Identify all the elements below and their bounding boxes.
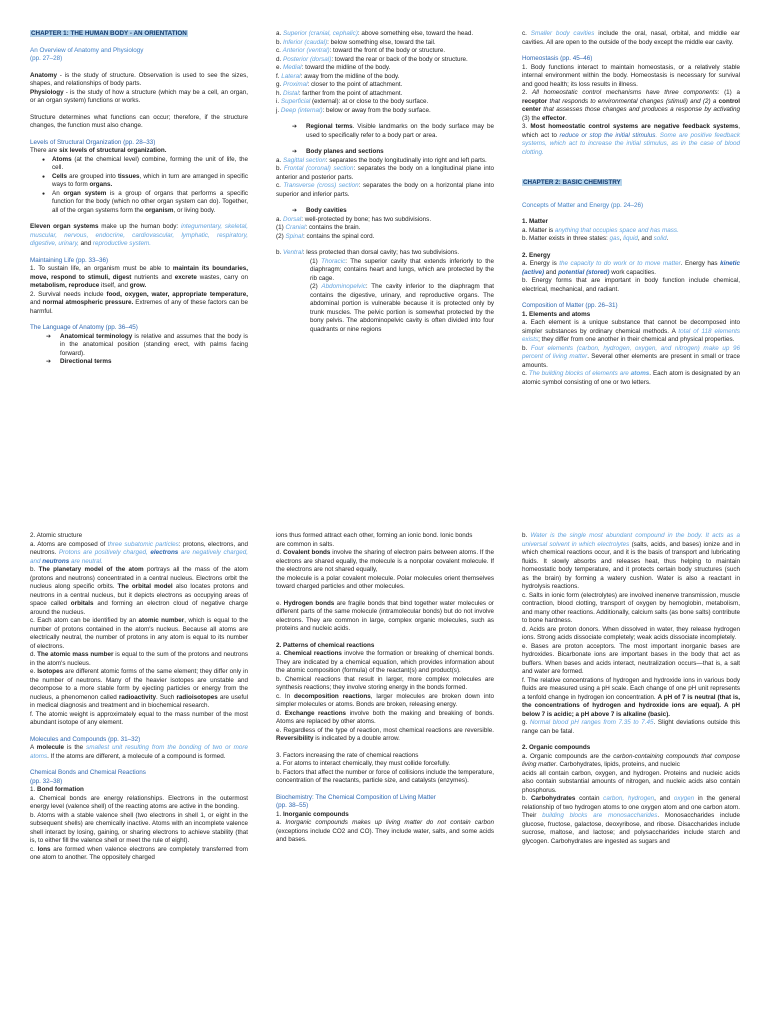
directional-terms-list (276, 30, 494, 115)
list-item: c. Anterior (ventral): toward the front of the body or structure. (276, 47, 446, 54)
homeostasis-item-2: 2. All homeostatic control mechanisms have three components: (1) a receptor that responds to environmental changes (stimuli) and (2) a control center that assesses those changes and produces a response by activating (3) the effector. (522, 89, 740, 122)
levels-heading: Levels of Structural Organization (pp. 28–33) (30, 138, 156, 146)
composition-heading: Composition of Matter (pp. 26–31) (522, 302, 618, 309)
page2-column-3 (522, 532, 740, 846)
list-item: ➔ Body planes and sections (306, 148, 494, 157)
elements-heading: 1. Elements and atoms (522, 310, 591, 318)
list-item: a. Superior (cranial, cephalic): above something else, toward the head. (276, 30, 474, 37)
atomic-item-c: c. Each atom can be identified by an atomic number, which is equal to the number of protons contained in the atom's nucleus. Because all atoms are electrically neutral, the number of protons in any atom is equal to its number of electrons. (30, 617, 248, 650)
list-item: c. Transverse (cross) section: separates the body on a horizontal plane into superior and inferior parts. (276, 182, 494, 198)
maintaining-item-2: 2. Survival needs include food, oxygen, water, appropriate temperature, and normal atmospheric pressure. Extremes of any of these factors can be harmful. (30, 290, 249, 315)
bond-item-b: b. Atoms with a stable valence shell (two electrons in shell 1, or eight in the subsequent shells) are chemically inactive. Atoms with an incomplete valence shell interact by losing, gaining, or sharing electrons to achieve stability (that is, to either fill the valence shell or meet the rule of eight). (30, 811, 248, 844)
water-paragraph: b. Water is the single most abundant compound in the body. It acts as a universal solvent in which electrolytes (salts, acids, and bases) ionize and in which chemical reactions occur, and it is the basis of transport and lubricating fluids. It slowly absorbs and releases heat, thus helping to maintain homeostatic body temperature, and it protects certain body structures (such as the brain) by forming a watery cushion. Water is also a reactant in hydrolysis reactions. (522, 532, 740, 590)
ionic-text-1: ions thus formed attract each other, forming an ionic bond. Ionic bonds (276, 532, 473, 539)
hydrogen-bonds-paragraph: e. Hydrogen bonds are fragile bonds that bind together water molecules or different parts of the same molecule (intramolecular bonds) but do not involve electrons. They are common in large, complex organic molecules, such as proteins and nucleic acids. (276, 599, 494, 632)
bases-paragraph: e. Bases are proton acceptors. The most important inorganic bases are hydroxides. Bicarbonate ions are important bases in the body that act as buffers. When bases and acids interact, neutralization occurs—that is, a salt and water are formed. (522, 642, 740, 675)
patterns-item-e: e. Regardless of the type of reaction, most chemical reactions are reversible. Reversibility is indicated by a double arrow. (276, 726, 494, 742)
list-item: (2) Spinal: contains the spinal cord. (276, 232, 375, 240)
ionic-text-2: are common in salts. (276, 540, 335, 548)
anatomy-definition: Anatomy - is the study of structure. Observation is used to see the sizes, shapes, and relationships of body parts. (30, 71, 248, 87)
matter-item-b: b. Matter exists in three states: gas, liquid, and solid. (522, 235, 669, 242)
organ-systems-paragraph: Eleven organ systems make up the human body: integumentary, skeletal, muscular, nervous, endocrine, cardiovascular, lymphatic, respiratory, digestive, urinary, and reproductive system. (30, 223, 248, 247)
levels-intro: There are six levels of structural organization. (30, 147, 167, 154)
language-list (30, 333, 248, 367)
chapter-1-title: CHAPTER 1: THE HUMAN BODY - AN ORIENTATION (31, 30, 187, 37)
atomic-structure-heading: 2. Atomic structure (30, 532, 83, 539)
matter-item-a: a. Matter is anything that occupies space and has mass. (522, 226, 679, 234)
list-item: (1) Thoracic: The superior cavity that extends inferiorly to the diaphragm; contains heart and lungs, which are protected by the rib cage. (310, 257, 495, 282)
bond-item-a: a. Chemical bonds are energy relationships. Electrons in the outermost energy level (valence shell) of the reacting atoms are active in the bonding. (30, 794, 248, 810)
overview-heading: An Overview of Anatomy and Physiology (pp. 27–28) (30, 46, 144, 62)
list-item: ➔ Body cavities (306, 207, 494, 216)
regional-terms-list (276, 123, 494, 140)
blood-ph-paragraph: g. Normal blood pH ranges from 7.35 to 7.45. Slight deviations outside this range can be fatal. (522, 719, 740, 735)
molecules-heading: Molecules and Compounds (pp. 31–32) (30, 735, 141, 743)
bond-formation-heading: 1. Bond formation (30, 786, 84, 793)
inorganic-item-a: a. Inorganic compounds makes up living matter do not contain carbon (exceptions include CO2 and CO). They include water, salts, and some acids and bases. (276, 819, 494, 843)
bonds-heading: Chemical Bonds and Chemical Reactions (pp. 32–38) (30, 769, 146, 785)
ph-paragraph: f. The relative concentrations of hydrogen and hydroxide ions in various body fluids are measured using a pH scale. Each change of one pH unit represents a tenfold change in hydrogen ion concentration. A pH of 7 is neutral (that is, the concentrations of hydrogen and hydroxide ions are equal). A pH below 7 is acidic; a pH above 7 is alkaline (basic). (522, 676, 740, 718)
elements-item-c: c. The building blocks of elements are atoms. Each atom is designated by an atomic symbol consisting of one or two letters. (522, 370, 740, 386)
cavities-list (276, 207, 494, 216)
homeostasis-item-3: 3. Most homeostatic control systems are negative feedback systems, which act to reduce or stop the initial stimulus. Some are positive feedback systems, which act to increase the initial stimulus, as in the case of blood clotting. (522, 123, 741, 156)
organic-heading: 2. Organic compounds (522, 744, 591, 751)
salts-paragraph: c. Salts in ionic form (electrolytes) are involved inenerve transmission, muscle contraction, blood clotting, transport of oxygen by hemoglobin, metabolism, and many other reactions. Additionally, calcium salts (as bone salts) contribute to bone hardness. (522, 591, 740, 624)
page-2 (0, 512, 768, 1024)
patterns-item-a: a. Chemical reactions involve the formation or breaking of chemical bonds. They are indicated by a chemical equation, which provides information about the atomic composition (formula) of the reactant(s) and product(s). (276, 650, 494, 674)
matter-heading: 1. Matter (522, 218, 548, 225)
chapter-2-title: CHAPTER 2: BASIC CHEMISTRY (523, 179, 621, 186)
molecules-paragraph: A molecule is the smallest unit resulting from the bonding of two or more atoms. If the atoms are different, a molecule of a compound is formed. (30, 744, 248, 760)
physiology-definition: Physiology - is the study of how a structure (which may be a cell, an organ, or an organ system) functions or works. (30, 88, 248, 104)
list-item: f. Lateral: away from the midline of the body. (276, 72, 400, 80)
list-item: ● Cells are grouped into tissues, which in turn are arranged in specific ways to form organs. (52, 173, 248, 190)
atomic-item-e: e. Isotopes are different atomic forms of the same element; they differ only in the number of neutrons. Many of the heavier isotopes are unstable and decompose to a more stable form by ejecting particles or energy from the nucleus, a phenomenon called radioactivity. Such radioisotopes are useful in medical diagnosis and treatment and in biochemical research. (30, 668, 248, 709)
page1-column-2 (276, 30, 494, 334)
atomic-item-a: a. Atoms are composed of three subatomic particles: protons, electrons, and neutrons. Protons are positively charged, electrons are negatively charged, and neutrons are neutral. (30, 540, 248, 565)
elements-item-b: b. Four elements (carbon, hydrogen, oxygen, and nitrogen) make up 96 percent of living matter. Several other elements are present in small or trace amounts. (522, 344, 740, 369)
planes-list (276, 148, 494, 157)
structure-paragraph: Structure determines what functions can occur; therefore, if the structure changes, the function must also change. (30, 113, 248, 129)
smaller-cavities-paragraph: c. Smaller body cavities include the oral, nasal, orbital, and middle ear cavities. All are open to the outside of the body except the middle ear cavity. (522, 30, 740, 46)
covalent-paragraph-2: the molecule is a polar covalent molecule. Polar molecules orient themselves toward charged particles and other molecules. (276, 574, 494, 590)
page1-column-1 (30, 30, 248, 375)
list-item: d. Posterior (dorsal): toward the rear or back of the body or structure. (276, 55, 468, 63)
biochemistry-heading: Biochemistry: The Chemical Composition of Living Matter (pp. 38–55) (276, 793, 436, 809)
list-item: a. Sagittal section: separates the body longitudinally into right and left parts. (276, 156, 487, 164)
page-1 (0, 0, 768, 500)
list-item: h. Distal: farther from the point of attachment. (276, 89, 403, 97)
patterns-heading: 2. Patterns of chemical reactions (276, 641, 375, 649)
page2-column-1 (30, 532, 248, 863)
list-item: i. Superficial (external): at or close to the body surface. (276, 98, 429, 105)
elements-item-a: a. Each element is a unique substance that cannot be decomposed into simpler substances by ordinary chemical methods. A total of 118 elements exists; they differ from one another in their chemical and physical properties. (522, 319, 740, 343)
list-item: a. Dorsal: well-protected by bone; has two subdivisions. (276, 215, 432, 223)
list-item: ➔ Regional terms. Visible landmarks on the body surface may be used to specifically refer to a body part or area. (306, 123, 494, 140)
maintaining-item-1: 1. To sustain life, an organism must be able to maintain its boundaries, move, respond to stimuli, digest nutrients and excrete wastes, carry on metabolism, reproduce itself, and grow. (30, 265, 248, 289)
patterns-item-d: d. Exchange reactions involve both the making and breaking of bonds. Atoms are replaced by other atoms. (276, 709, 494, 725)
list-item: j. Deep (internal): below or away from the body surface. (276, 106, 431, 114)
atomic-item-b: b. The planetary model of the atom portrays all the mass of the atom (protons and neutrons) concentrated in a central nucleus. Electrons orbit the nucleus along specific orbits. The orbital model also locates protons and neutrons in a central nucleus, but it depicts electrons as occupying areas of space called orbitals and forming an electron cloud of negative charge around the nucleus. (30, 566, 248, 616)
energy-item-a: a. Energy is the capacity to do work or to move matter. Energy has kinetic (active) and potential (stored) work capacities. (522, 260, 741, 276)
acids-paragraph: d. Acids are proton donors. When dissolved in water, they release hydrogen ions. Strong acids dissociate completely; weak acids dissociate incompletely. (522, 625, 740, 641)
organic-item-a: a. Organic compounds are the carbon-containing compounds that compose living matter. Carbohydrates, lipids, proteins, and nucleic (522, 752, 740, 768)
list-item: b. Ventral: less protected than dorsal cavity; has two subdivisions. (276, 249, 460, 256)
list-item: e. Medial: toward the midline of the body. (276, 64, 391, 71)
list-item: ● An organ system is a group of organs that performs a specific function for the body (which no other organ system can do). Together, all of the organ systems form the organism, or living body. (52, 190, 248, 216)
organic-item-a-cont: acids all contain carbon, oxygen, and hydrogen. Proteins and nucleic acids also contain substantial amounts of nitrogen, and nucleic acids also contain phosphorus. (522, 769, 740, 794)
list-item: ● Atoms (at the chemical level) combine, forming the unit of life, the cell. (52, 156, 248, 173)
list-item: ➔ Directional terms (60, 358, 248, 367)
rate-item-b: b. Factors that affect the number or force of collisions include the temperature, concentration of the reactants, particle size, and catalysts (enzymes). (276, 768, 494, 784)
list-item: b. Inferior (caudal): below something else, toward the tail. (276, 38, 436, 46)
covalent-paragraph: d. Covalent bonds involve the sharing of electron pairs between atoms. If the electrons are shared equally, the molecule is a nonpolar covalent molecule. If the electrons are not shared equally, (276, 549, 494, 573)
carbohydrates-paragraph: b. Carbohydrates contain carbon, hydrogen, and oxygen in the general relationship of two hydrogen atoms to one oxygen atom and one carbon atom. Their building blocks are monosaccharides. Monosaccharides include glucose, fructose, galactose, deoxyribose, and ribose. Disaccharides include sucrose, maltose, and lactose; and polysaccharides include starch and glycogen. Carbohydrates are ingested as sugars and (522, 795, 740, 845)
energy-item-b: b. Energy forms that are important in body function include chemical, electrical, mechanical, and radiant. (522, 277, 740, 293)
maintaining-life-heading: Maintaining Life (pp. 33–36) (30, 256, 109, 264)
energy-heading: 2. Energy (522, 251, 551, 259)
list-item: g. Proximal: closer to the point of attachment. (276, 81, 403, 88)
concepts-heading: Concepts of Matter and Energy (pp. 24–26) (522, 201, 644, 209)
planes-items (276, 157, 494, 200)
page2-column-2 (276, 532, 494, 845)
rate-heading: 3. Factors increasing the rate of chemical reactions (276, 751, 419, 759)
list-item: (1) Cranial: contains the brain. (276, 224, 361, 231)
bond-item-c: c. Ions are formed when valence electrons are completely transferred from one atom to another. The oppositely charged (30, 845, 248, 861)
rate-item-a: a. For atoms to interact chemically, they must collide forcefully. (276, 760, 451, 767)
homeostasis-heading: Homeostasis (pp. 45–46) (522, 55, 593, 62)
patterns-item-c: c. In decomposition reactions, larger molecules are broken down into simpler molecules or atoms. Bonds are broken, releasing energy. (276, 692, 494, 708)
homeostasis-item-1: 1. Body functions interact to maintain homeostasis, or a relatively stable internal environment within the body. Homeostasis is necessary for survival and good health; its loss results in illness. (522, 63, 740, 88)
list-item: b. Frontal (coronal) section: separates the body on a longitudinal plane into anterior and posterior parts. (276, 165, 494, 181)
cavities-items (276, 216, 494, 335)
patterns-item-b: b. Chemical reactions that result in larger, more complex molecules are synthesis reactions; they involve storing energy in the bonds formed. (276, 675, 494, 691)
atomic-item-f: f. The atomic weight is approximately equal to the mass number of the most abundant isotope of any element. (30, 710, 248, 726)
atomic-item-d: d. The atomic mass number is equal to the sum of the protons and neutrons in the atom's nucleus. (30, 651, 248, 667)
inorganic-heading: 1. Inorganic compounds (276, 810, 349, 818)
list-item: (2) Abdominopelvic: The cavity inferior to the diaphragm that contains the digestive, urinary, and reproductive organs. The abdominal portion is vulnerable because it is protected only by trunk muscles. The pelvic portion is somewhat protected by the bony pelvis. The abdominopelvic cavity is often divided into four quadrants or nine regions (310, 283, 494, 333)
language-heading: The Language of Anatomy (pp. 36–45) (30, 324, 138, 331)
levels-list (30, 156, 248, 216)
page1-column-3 (522, 30, 740, 387)
list-item: ➔ Anatomical terminology is relative and assumes that the body is in the anatomical position (standing erect, with palms facing forward). (60, 333, 248, 359)
